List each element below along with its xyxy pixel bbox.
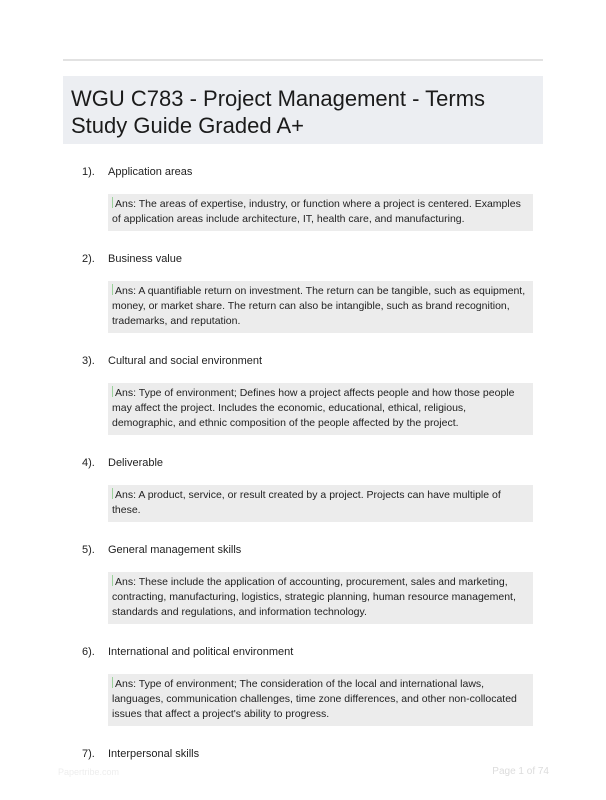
term-label: Deliverable: [108, 457, 164, 469]
term-label: General management skills: [108, 544, 242, 556]
term-number: 3).: [82, 355, 95, 367]
answer-text: Ans: A product, service, or result created by a project. Projects can have multiple of these.: [112, 489, 501, 516]
terms-list: [63, 166, 543, 786]
answer-text: Ans: These include the application of accounting, procurement, sales and marketing, contracting, manufacturing, logistics, strategic planning, human resource management, standards and regulations, and information technology.: [112, 576, 516, 618]
term-number: 2).: [82, 253, 95, 265]
term-label: Interpersonal skills: [108, 748, 200, 760]
term-label: International and political environment: [108, 646, 294, 658]
term-item-3: [63, 355, 543, 435]
answer-marker: [112, 197, 113, 208]
term-number: 6).: [82, 646, 95, 658]
term-item-5: [63, 544, 543, 624]
answer-text: Ans: Type of environment; The consideration of the local and international laws, languages, communication challenges, time zone differences, and other non-collocated issues that affect a project's ability to progress.: [112, 678, 517, 720]
term-item-4: [63, 457, 543, 522]
footer-watermark: Papertribe.com: [58, 767, 120, 777]
term-item-2: [63, 253, 543, 333]
answer-box: [108, 674, 533, 726]
answer-text: Ans: Type of environment; Defines how a project affects people and how those people may affect the project. Includes the economic, educational, ethical, religious, demographic, and ethnic composition of the people affected by the project.: [112, 387, 515, 429]
term-label: Business value: [108, 253, 182, 265]
title-banner: [63, 76, 543, 144]
term-label: Application areas: [108, 166, 193, 178]
term-item-1: [63, 166, 543, 231]
answer-text: Ans: The areas of expertise, industry, or function where a project is centered. Examples of application areas include architecture, IT, health care, and manufacturing.: [112, 198, 521, 225]
answer-box: [108, 194, 533, 231]
term-item-7: [63, 748, 543, 764]
term-number: 4).: [82, 457, 95, 469]
top-divider: [63, 59, 543, 61]
term-number: 5).: [82, 544, 95, 556]
answer-marker: [112, 677, 113, 688]
term-number: 7).: [82, 748, 95, 760]
document-title: WGU C783 - Project Management - Terms Study Guide Graded A+: [71, 86, 486, 138]
answer-box: [108, 281, 533, 333]
term-item-6: [63, 646, 543, 726]
answer-box: [108, 485, 533, 522]
term-label: Cultural and social environment: [108, 355, 263, 367]
page-number: Page 1 of 74: [492, 766, 549, 777]
answer-marker: [112, 488, 113, 499]
answer-marker: [112, 284, 113, 295]
term-number: 1).: [82, 166, 95, 178]
answer-box: [108, 383, 533, 435]
answer-marker: [112, 575, 113, 586]
answer-box: [108, 572, 533, 624]
answer-marker: [112, 386, 113, 397]
answer-text: Ans: A quantifiable return on investment. The return can be tangible, such as equipment, money, or market share. The return can also be intangible, such as brand recognition, trademarks, and reputation.: [112, 285, 526, 327]
